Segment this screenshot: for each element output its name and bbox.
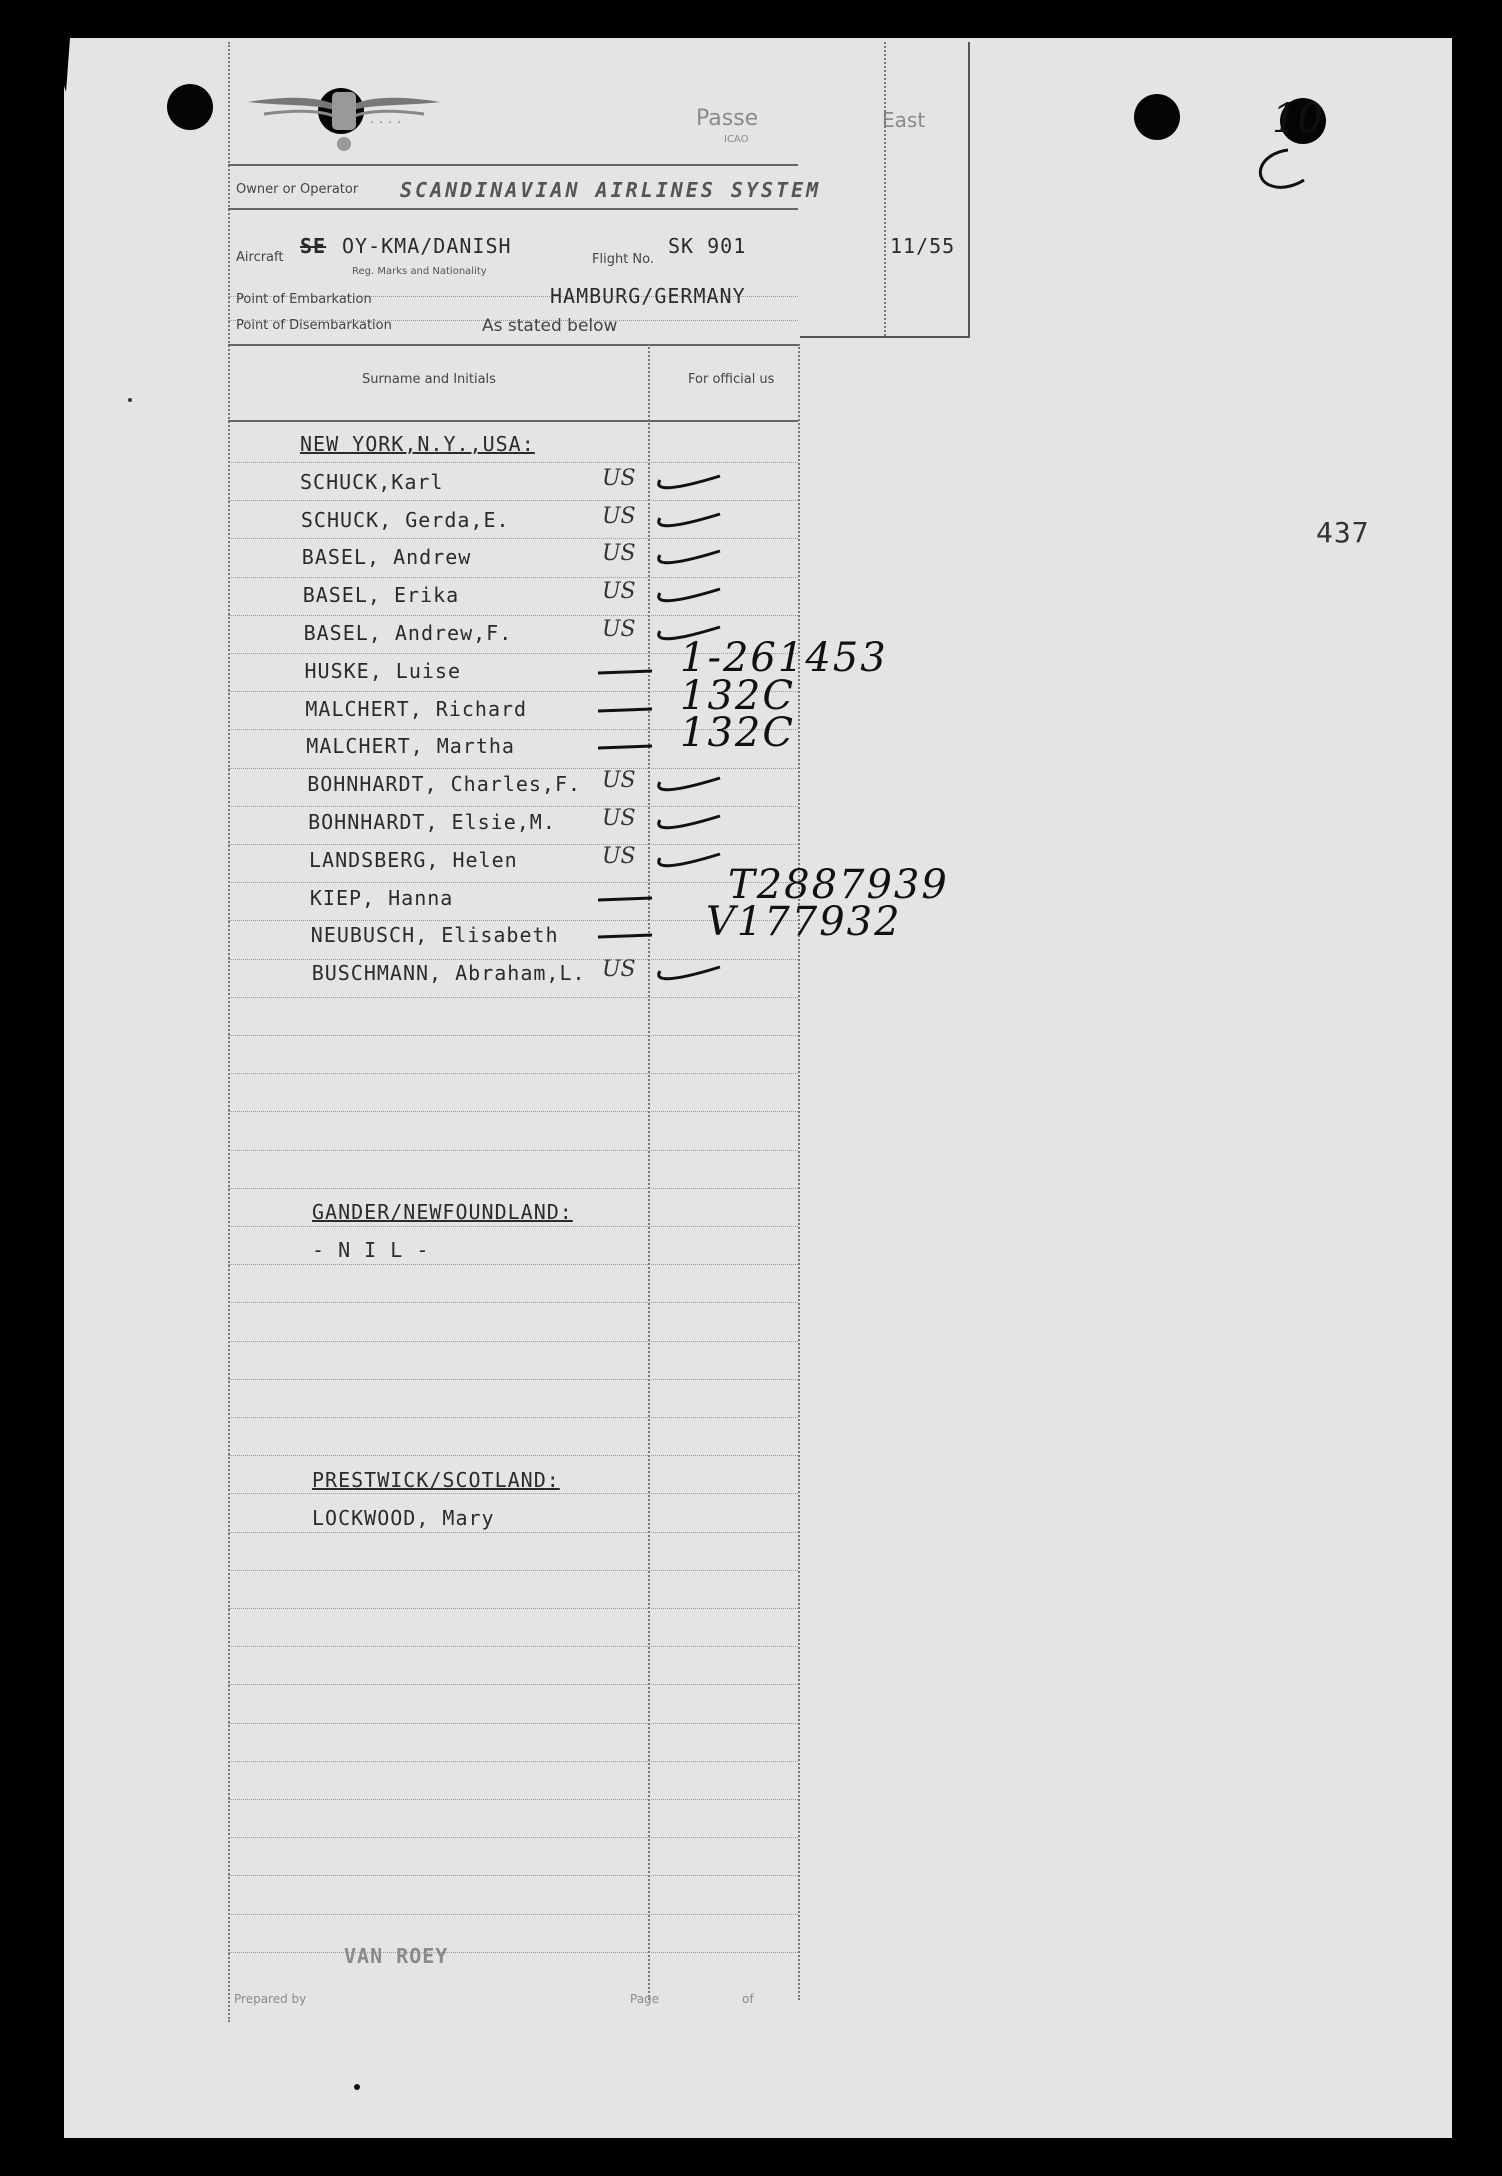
handwritten-document-code: 132C xyxy=(680,710,795,756)
handwritten-document-code: T2887939 xyxy=(728,862,949,908)
dash-mark xyxy=(598,746,652,748)
dash-mark xyxy=(598,935,652,937)
prepared-by-label: Prepared by xyxy=(234,1992,307,2006)
passenger-name: LANDSBERG, Helen xyxy=(309,848,518,872)
citizenship-mark: US xyxy=(602,617,636,642)
corner-curl-mark xyxy=(1248,140,1328,200)
name-column-header: Surname and Initials xyxy=(362,372,496,387)
flight-value: SK 901 xyxy=(668,234,747,258)
check-mark xyxy=(659,551,720,563)
form-subtitle-fragment: ICAO xyxy=(724,134,749,145)
header-ellipsis: · · · · xyxy=(370,115,402,131)
handwritten-document-code: V177932 xyxy=(706,899,902,945)
check-mark xyxy=(659,816,720,828)
flight-label: Flight No. xyxy=(592,252,655,267)
page-label: Page xyxy=(630,1992,660,2006)
aircraft-value: OY-KMA/DANISH xyxy=(342,234,512,258)
citizenship-mark: US xyxy=(602,504,636,529)
check-mark xyxy=(659,967,720,979)
passenger-name: BASEL, Erika xyxy=(302,583,460,607)
passenger-name: KIEP, Hanna xyxy=(309,886,454,910)
tab-title-fragment: East xyxy=(882,108,926,132)
passenger-name: SCHUCK, Gerda,E. xyxy=(300,508,510,532)
passenger-name: BASEL, Andrew xyxy=(301,545,472,569)
date-value: 11/55 xyxy=(890,234,956,258)
aircraft-struck-prefix: SE xyxy=(300,234,327,258)
check-mark xyxy=(659,854,720,866)
citizenship-mark: US xyxy=(602,768,636,793)
disembarkation-label: Point of Disembarkation xyxy=(236,318,392,333)
embarkation-label: Point of Embarkation xyxy=(236,292,372,307)
citizenship-mark: US xyxy=(602,466,636,491)
handwritten-document-code: 1-261453 xyxy=(680,635,888,681)
citizenship-mark: US xyxy=(602,844,636,869)
page-number-stamp: 437 xyxy=(1316,516,1370,549)
embarkation-value: HAMBURG/GERMANY xyxy=(550,284,746,308)
handwritten-document-code: 132C xyxy=(680,673,795,719)
dash-mark xyxy=(598,671,652,673)
form-title-fragment: Passe xyxy=(696,106,759,131)
citizenship-mark: US xyxy=(602,806,636,831)
preparer-value: VAN ROEY xyxy=(344,1944,449,1968)
dash-mark xyxy=(598,709,652,711)
citizenship-mark: US xyxy=(602,541,636,566)
of-label: of xyxy=(742,1992,754,2006)
reg-marks-note: Reg. Marks and Nationality xyxy=(352,266,487,277)
check-mark xyxy=(659,627,720,639)
passenger-name: LOCKWOOD, Mary xyxy=(312,1506,495,1530)
corner-handwritten-mark: 10 xyxy=(1272,96,1323,142)
passenger-name: NEUBUSCH, Elisabeth xyxy=(310,923,559,947)
owner-label: Owner or Operator xyxy=(236,182,359,197)
passenger-name: HUSKE, Luise xyxy=(304,659,461,683)
check-mark xyxy=(659,476,720,488)
passenger-name: MALCHERT, Richard xyxy=(305,697,528,721)
paper-speck xyxy=(128,398,132,402)
owner-value: SCANDINAVIAN AIRLINES SYSTEM xyxy=(400,178,822,202)
passenger-name: - N I L - xyxy=(312,1238,430,1262)
aircraft-label: Aircraft xyxy=(236,250,284,265)
passenger-name: BUSCHMANN, Abraham,L. xyxy=(311,961,586,985)
destination-heading: GANDER/NEWFOUNDLAND: xyxy=(312,1200,573,1224)
passenger-name: MALCHERT, Martha xyxy=(306,734,515,758)
citizenship-mark: US xyxy=(602,579,636,604)
destination-heading: NEW YORK,N.Y.,USA: xyxy=(300,432,535,456)
dash-mark xyxy=(598,898,652,900)
destination-heading: PRESTWICK/SCOTLAND: xyxy=(312,1468,560,1492)
check-mark xyxy=(659,514,720,526)
check-mark xyxy=(659,589,720,601)
official-column-header: For official us xyxy=(688,372,775,387)
passenger-name: BOHNHARDT, Elsie,M. xyxy=(308,810,556,834)
disembarkation-value: As stated below xyxy=(482,316,618,336)
passenger-name: SCHUCK,Karl xyxy=(300,470,444,494)
citizenship-mark: US xyxy=(602,957,636,982)
passenger-name: BASEL, Andrew,F. xyxy=(303,621,513,645)
check-mark xyxy=(659,778,720,790)
passenger-name: BOHNHARDT, Charles,F. xyxy=(307,772,582,796)
paper-speck xyxy=(354,2084,360,2090)
